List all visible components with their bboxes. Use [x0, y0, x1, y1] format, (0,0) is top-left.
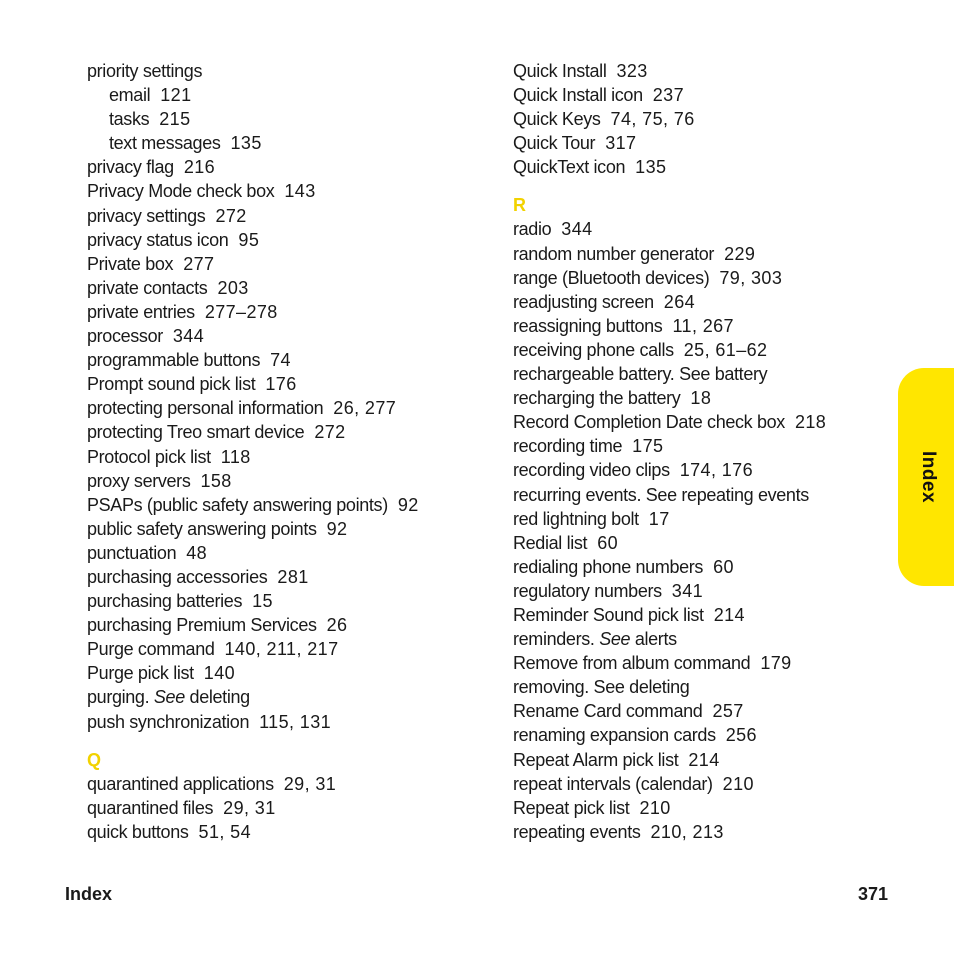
index-entry: Record Completion Date check box 218: [513, 412, 827, 433]
index-entry: privacy flag 216: [87, 157, 216, 178]
index-entry: repeating events 210, 213: [513, 821, 724, 842]
index-entry: reassigning buttons 11, 267: [513, 315, 734, 336]
index-entry: recurring events. See repeating events: [513, 484, 809, 505]
index-entry: purchasing Premium Services 26: [87, 615, 348, 636]
footer-section-title: Index: [65, 884, 113, 904]
index-entry: protecting personal information 26, 277: [87, 398, 397, 419]
index-entry: redialing phone numbers 60: [513, 556, 734, 577]
index-entry: regulatory numbers 341: [513, 580, 704, 601]
index-entry: private contacts 203: [87, 277, 249, 298]
index-entry: Quick Keys 74, 75, 76: [513, 109, 695, 130]
index-entry: Quick Tour 317: [513, 133, 637, 154]
index-subentry: email 121: [109, 85, 192, 106]
index-entry: Quick Install icon 237: [513, 85, 684, 106]
index-entry: radio 344: [513, 219, 593, 240]
index-entry: Prompt sound pick list 176: [87, 374, 297, 395]
index-entry: quick buttons 51, 54: [87, 821, 251, 842]
index-entry: Private box 277: [87, 253, 215, 274]
section-letter-q: Q: [87, 749, 102, 770]
index-entry: removing. See deleting: [513, 677, 690, 698]
index-entry: readjusting screen 264: [513, 291, 696, 312]
index-entry: Protocol pick list 118: [87, 446, 251, 467]
index-entry: proxy servers 158: [87, 470, 232, 491]
index-entry: repeat intervals (calendar) 210: [513, 773, 754, 794]
index-entry: privacy status icon 95: [87, 229, 260, 250]
index-entry: Rename Card command 257: [513, 701, 744, 722]
index-entry: programmable buttons 74: [87, 350, 291, 371]
index-entry: Reminder Sound pick list 214: [513, 604, 745, 625]
index-entry: protecting Treo smart device 272: [87, 422, 346, 443]
index-entry: purchasing accessories 281: [87, 566, 309, 587]
index-entry: Quick Install 323: [513, 61, 648, 81]
index-entry: recording time 175: [513, 436, 664, 457]
index-entry: processor 344: [87, 326, 205, 347]
index-entry: random number generator 229: [513, 243, 756, 264]
section-letter-r: R: [513, 195, 526, 216]
index-entry: Privacy Mode check box 143: [87, 181, 316, 202]
index-entry: Repeat pick list 210: [513, 797, 671, 818]
index-entry: QuickText icon 135: [513, 157, 667, 178]
index-entry: private entries 277–278: [87, 301, 278, 322]
index-entry: public safety answering points 92: [87, 518, 348, 539]
index-entry: quarantined applications 29, 31: [87, 773, 337, 794]
index-entry: range (Bluetooth devices) 79, 303: [513, 267, 783, 288]
index-entry: push synchronization 115, 131: [87, 711, 332, 732]
index-subentry: tasks 215: [109, 109, 191, 130]
index-entry: purging. See deleting: [87, 687, 250, 708]
index-entry: Purge command 140, 211, 217: [87, 639, 339, 660]
index-entry: quarantined files 29, 31: [87, 797, 276, 818]
left-index-column: [87, 59, 487, 844]
index-entry: privacy settings 272: [87, 205, 247, 226]
side-tab-label: Index: [918, 450, 939, 504]
index-entry: Remove from album command 179: [513, 653, 792, 674]
index-entry: receiving phone calls 25, 61–62: [513, 339, 768, 360]
page-number: 371: [857, 884, 888, 904]
index-entry: punctuation 48: [87, 542, 208, 563]
index-subentry: text messages 135: [109, 133, 262, 154]
index-entry: purchasing batteries 15: [87, 591, 273, 612]
index-entry: rechargeable battery. See battery: [513, 364, 768, 385]
index-entry: Repeat Alarm pick list 214: [513, 749, 720, 770]
right-index-column: [513, 59, 853, 844]
index-entry: Purge pick list 140: [87, 663, 236, 684]
index-entry: red lightning bolt 17: [513, 508, 670, 529]
index-entry: reminders. See alerts: [513, 629, 677, 650]
index-entry: recharging the battery 18: [513, 388, 712, 409]
index-entry: priority settings: [87, 61, 203, 81]
index-entry: renaming expansion cards 256: [513, 725, 757, 746]
index-entry: Redial list 60: [513, 532, 619, 553]
index-entry: recording video clips 174, 176: [513, 460, 754, 481]
index-entry: PSAPs (public safety answering points) 92: [87, 494, 419, 515]
